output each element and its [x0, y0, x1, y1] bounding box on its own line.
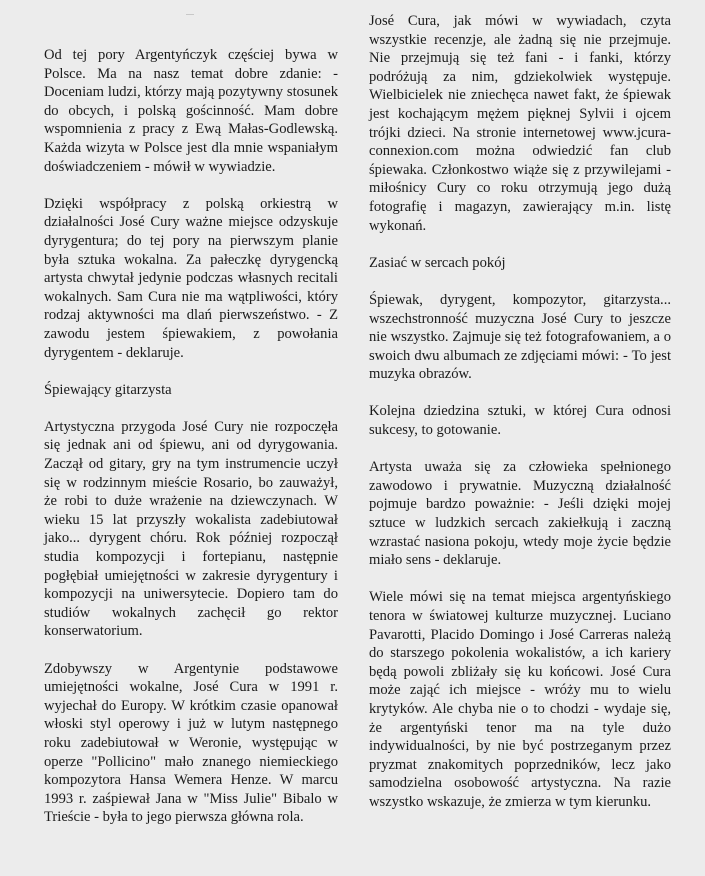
paragraph: Zdobywszy w Argentynie podstawowe umiejętności wokalne, José Cura w 1991 r. wyjechał do Europy. W krótkim czasie opanował włoski styl operowy i już w lutym następnego roku zadebiutował w Weronie, występując w operze "Pollicino" mało znanego niemieckiego kompozytora Hansa Wemera Henze. W marcu 1993 r. zaśpiewał Jana w "Miss Julie" Bibalo w Trieście - była to jego pierwsza główna rola.: [44, 660, 338, 826]
paragraph: José Cura, jak mówi w wywiadach, czyta wszystkie recenzje, ale żadną się nie przejmuje. Nie przejmują się też fani - i fanki, którzy podróżują za nim, gdziekolwiek występuje. Wielbicielek nie zniechęca nawet fakt, że śpiewak jest kochającym mężem pięknej Sylvii i ojcem trójki dzieci. Na stronie internetowej www.jcura-connexion.com można odwiedzić fan club śpiewaka. Członkostwo wiąże się z przywilejami - miłośnicy Cury co roku otrzymują jego dużą fotografię i magazyn, zawierający m.in. listę wykonań.: [369, 13, 671, 234]
paragraph: Wiele mówi się na temat miejsca argentyńskiego tenora w światowej kulturze muzycznej. Luciano Pavarotti, Placido Domingo i José Carreras należą do starszego pokolenia wokalistów, a ich kariery będą powoli zbliżały się ku końcowi. José Cura może zająć ich miejsce - wróży mu to wielu krytyków. Ale chyba nie o to chodzi - wydaje się, że argentyński tenor ma na tyle dużo indywidualności, by nie być postrzeganym przez pryzmat znakomitych poprzedników, lecz jako samodzielna osobowość artystyczna. Na razie wszystko wskazuje, że zmierza w tym kierunku.: [369, 589, 671, 810]
right-column: [369, 12, 671, 830]
paragraph: Śpiewak, dyrygent, kompozytor, gitarzysta... wszechstronność muzyczna José Cury to jeszcze nie wszystko. Zajmuje się też fotografowaniem, a o swoich dwu albumach ze zdjęciami mówi: - To jest muzyka obrazów.: [369, 291, 671, 383]
paragraph: Artystyczna przygoda José Cury nie rozpoczęła się jednak ani od śpiewu, ani od dyrygowania. Zaczął od gitary, gry na tym instrumencie uczył się w rodzinnym mieście Rosario, bo zauważył, że robi to duże wrażenie na dziewczynach. W wieku 15 lat przyszły wokalista zadebiutował jako... dyrygent chóru. Rok później rozpoczął studia kompozycji i fortepianu, następnie pogłębiał umiejętności w zakresie dyrygentury i kompozycji na uniwersytecie. Dopiero tam do studiów wokalnych zachęcił go rektor konserwatorium.: [44, 418, 338, 640]
paragraph: Artysta uważa się za człowieka spełnionego zawodowo i prywatnie. Muzyczną działalność pojmuje bardzo poważnie: - Jeśli dzięki mojej sztuce w ludzkich sercach zakiełkują i zaczną wzrastać nasiona pokoju, wtedy moje życie będzie miało sens - deklaruje.: [369, 459, 671, 569]
section-heading: Zasiać w sercach pokój: [369, 254, 506, 271]
paragraph: Od tej pory Argentyńczyk częściej bywa w Polsce. Ma na nasz temat dobre zdanie: - Doceniam ludzi, którzy mają pozytywny stosunek do obcych, i polską gościnność. Mam dobre wspomnienia z pracy z Ewą Małas-Godlewską. Każda wizyta w Polsce jest dla mnie wspaniałym doświadczeniem - mówił w wywiadzie.: [44, 47, 338, 175]
left-column: [44, 46, 338, 846]
paragraph: Dzięki współpracy z polską orkiestrą w działalności José Cury ważne miejsce odzyskuje dyrygentura; do tej pory na pierwszym planie była sztuka wokalna. Za pałeczkę dyrygencką artysta chwytał jedynie podczas własnych recitali wokalnych. Sam Cura nie ma wątpliwości, który rodzaj aktywności ma dlań pierwszeństwo. - Z zawodu jestem śpiewakiem, z powołania dyrygentem - deklaruje.: [44, 195, 338, 361]
scan-mark: [186, 14, 194, 15]
section-heading: Śpiewający gitarzysta: [44, 381, 172, 398]
paragraph: Kolejna dziedzina sztuki, w której Cura odnosi sukcesy, to gotowanie.: [369, 403, 671, 439]
